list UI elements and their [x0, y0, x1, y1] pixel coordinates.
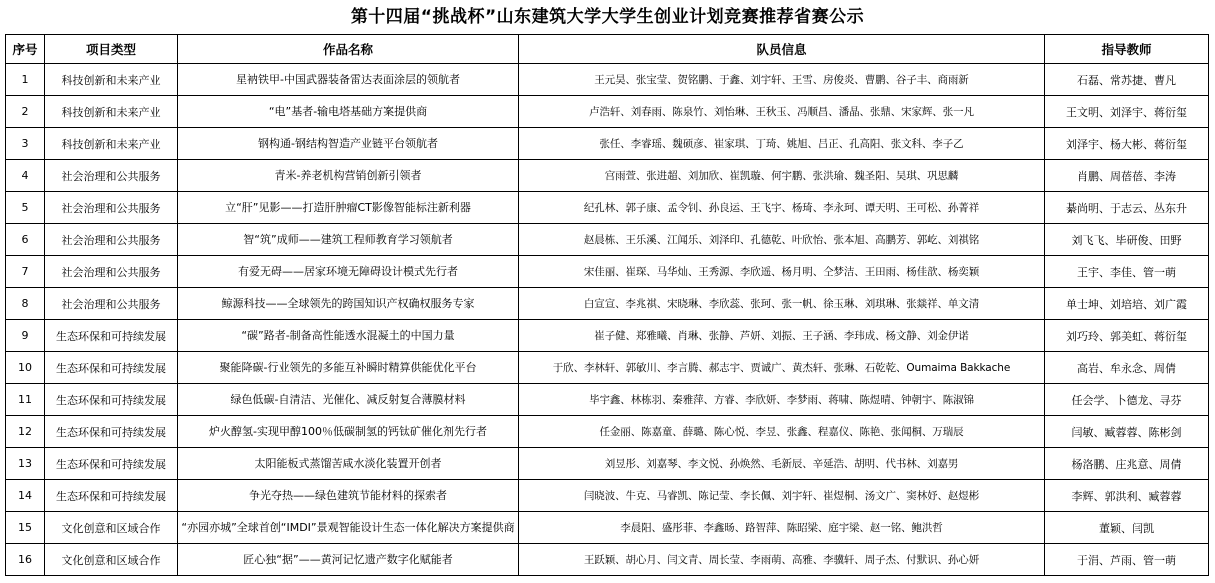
cell-project-name: “碳”路者-制备高性能透水混凝土的中国力量: [178, 320, 519, 352]
cell-no: 15: [6, 512, 45, 544]
cell-no: 7: [6, 256, 45, 288]
cell-members: 白宣宣、李兆祺、宋晓琳、李欣蕊、张珂、张一帆、徐玉琳、刘琪琳、张燚祥、单文清: [519, 288, 1045, 320]
table-row: [6, 384, 1209, 416]
cell-project-name: 智“筑”成师——建筑工程师教育学习领航者: [178, 224, 519, 256]
cell-type: 生态环保和可持续发展: [45, 352, 178, 384]
cell-no: 9: [6, 320, 45, 352]
cell-members: 张任、李睿瑶、魏硕彦、崔家琪、丁琦、姚旭、吕正、孔高阳、张文科、李子乙: [519, 128, 1045, 160]
cell-project-name: 绿色低碳-自清洁、光催化、减反射复合薄膜材料: [178, 384, 519, 416]
cell-members: 王跃颖、胡心月、闫文青、周长莹、李雨萌、高雅、李骥轩、周子杰、付默识、孙心妍: [519, 544, 1045, 576]
table-row: [6, 64, 1209, 96]
cell-type: 社会治理和公共服务: [45, 256, 178, 288]
cell-members: 闫晓波、牛克、马睿凯、陈记莹、李长佩、刘宇轩、崔煜桐、汤文广、窦林妤、赵煜彬: [519, 480, 1045, 512]
cell-type: 社会治理和公共服务: [45, 224, 178, 256]
table-row: [6, 96, 1209, 128]
cell-project-name: 鲸源科技——全球领先的跨国知识产权确权服务专家: [178, 288, 519, 320]
cell-type: 科技创新和未来产业: [45, 128, 178, 160]
cell-teachers: 于涓、芦雨、管一萌: [1045, 544, 1209, 576]
cell-members: 纪孔林、郭子康、孟令钊、孙良运、王飞宇、杨琦、李永珂、谭天明、王可松、孙菁祥: [519, 192, 1045, 224]
cell-members: 刘昱彤、刘嘉琴、李文悦、孙焕然、毛新辰、辛延浩、胡明、代书林、刘嘉男: [519, 448, 1045, 480]
cell-members: 毕宇鑫、林栋羽、秦雅萍、方睿、李欣妍、李梦雨、蒋啸、陈煜晴、钟朝宇、陈淑锦: [519, 384, 1045, 416]
cell-no: 3: [6, 128, 45, 160]
cell-project-name: 有爱无碍——居家环境无障碍设计模式先行者: [178, 256, 519, 288]
cell-project-name: 争光夺热——绿色建筑节能材料的探索者: [178, 480, 519, 512]
cell-type: 生态环保和可持续发展: [45, 448, 178, 480]
cell-members: 李晨阳、盛彤菲、李鑫旸、路智萍、陈昭梁、庭宇梁、赵一铭、鲍洪哲: [519, 512, 1045, 544]
cell-members: 宫雨萱、张进超、刘加欣、崔凯璇、何宇鹏、张洪瑜、魏圣阳、吴琪、巩思麟: [519, 160, 1045, 192]
cell-teachers: 刘飞飞、毕研俊、田野: [1045, 224, 1209, 256]
cell-teachers: 单士坤、刘培培、刘广霞: [1045, 288, 1209, 320]
cell-teachers: 王宇、李佳、管一萌: [1045, 256, 1209, 288]
cell-project-name: 太阳能板式蒸馏苦咸水淡化装置开创者: [178, 448, 519, 480]
cell-members: 赵晨栋、王乐溪、江闻乐、刘泽印、孔德乾、叶欣怡、张本旭、高鹏芳、郭屹、刘祺铭: [519, 224, 1045, 256]
cell-no: 14: [6, 480, 45, 512]
cell-project-name: 炉火醇氢-实现甲醇100％低碳制氢的钙钛矿催化剂先行者: [178, 416, 519, 448]
cell-teachers: 杨洛鹏、庄兆意、周倩: [1045, 448, 1209, 480]
page-title: 第十四届“挑战杯”山东建筑大学大学生创业计划竞赛推荐省赛公示: [350, 7, 865, 27]
cell-no: 11: [6, 384, 45, 416]
cell-no: 12: [6, 416, 45, 448]
table-row: [6, 288, 1209, 320]
table-row: [6, 416, 1209, 448]
cell-teachers: 刘巧玲、郭美虹、蒋衍玺: [1045, 320, 1209, 352]
table-header-row: [6, 35, 1209, 64]
cell-type: 科技创新和未来产业: [45, 96, 178, 128]
table-row: [6, 480, 1209, 512]
cell-teachers: 刘泽宇、杨大彬、蒋衍玺: [1045, 128, 1209, 160]
recommendation-table: [5, 34, 1209, 576]
cell-members: 王元昊、张宝莹、贺铭鹏、于鑫、刘宇轩、王雪、房俊炎、曹鹏、谷子丰、商雨新: [519, 64, 1045, 96]
cell-type: 文化创意和区域合作: [45, 512, 178, 544]
header-members: 队员信息: [519, 35, 1045, 64]
cell-no: 16: [6, 544, 45, 576]
cell-project-name: “电”基者-输电塔基础方案提供商: [178, 96, 519, 128]
header-name: 作品名称: [178, 35, 519, 64]
cell-project-name: 聚能降碳-行业领先的多能互补瞬时精算供能优化平台: [178, 352, 519, 384]
cell-no: 4: [6, 160, 45, 192]
cell-members: 任金丽、陈嘉童、薛璐、陈心悦、李昱、张鑫、程嘉仪、陈艳、张闻桐、万瑞辰: [519, 416, 1045, 448]
cell-teachers: 高岩、牟永念、周倩: [1045, 352, 1209, 384]
cell-no: 5: [6, 192, 45, 224]
cell-teachers: 石磊、常苏捷、曹凡: [1045, 64, 1209, 96]
cell-members: 崔子健、郑雅曦、肖琳、张静、芦妍、刘振、王子涵、李玮成、杨文静、刘金伊诺: [519, 320, 1045, 352]
cell-members: 卢浩轩、刘春雨、陈泉竹、刘怡琳、王秋玉、冯顺昌、潘晶、张鼎、宋家辉、张一凡: [519, 96, 1045, 128]
cell-teachers: 李辉、郭洪利、臧蓉蓉: [1045, 480, 1209, 512]
cell-project-name: 钢构通-钢结构智造产业链平台领航者: [178, 128, 519, 160]
cell-type: 生态环保和可持续发展: [45, 320, 178, 352]
cell-members: 于欣、李林轩、郭敏川、李言腾、郝志宇、贾诚广、黄杰轩、张琳、石乾乾、Oumaima Bakkache: [519, 352, 1045, 384]
cell-no: 10: [6, 352, 45, 384]
cell-project-name: “亦园亦城”全球首创“IMDI”景观智能设计生态一体化解决方案提供商: [178, 512, 519, 544]
cell-type: 生态环保和可持续发展: [45, 416, 178, 448]
cell-teachers: 肖鹏、周蓓蓓、李涛: [1045, 160, 1209, 192]
header-teachers: 指导教师: [1045, 35, 1209, 64]
cell-project-name: 星衲铁甲-中国武器装备雷达表面涂层的领航者: [178, 64, 519, 96]
cell-teachers: 闫敏、臧蓉蓉、陈彬剑: [1045, 416, 1209, 448]
cell-type: 社会治理和公共服务: [45, 192, 178, 224]
cell-type: 社会治理和公共服务: [45, 288, 178, 320]
table-row: [6, 192, 1209, 224]
cell-no: 6: [6, 224, 45, 256]
cell-type: 社会治理和公共服务: [45, 160, 178, 192]
table-row: [6, 128, 1209, 160]
cell-no: 2: [6, 96, 45, 128]
cell-teachers: 王文明、刘泽宇、蒋衍玺: [1045, 96, 1209, 128]
table-row: [6, 320, 1209, 352]
cell-no: 8: [6, 288, 45, 320]
table-row: [6, 352, 1209, 384]
cell-teachers: 綦尚明、于志云、丛东升: [1045, 192, 1209, 224]
table-row: [6, 224, 1209, 256]
cell-project-name: 立“肝”见影——打造肝肿瘤CT影像智能标注新利器: [178, 192, 519, 224]
table-row: [6, 160, 1209, 192]
cell-project-name: 匠心独“据”——黄河记忆遗产数字化赋能者: [178, 544, 519, 576]
cell-no: 13: [6, 448, 45, 480]
cell-no: 1: [6, 64, 45, 96]
cell-teachers: 董颖、闫凯: [1045, 512, 1209, 544]
cell-type: 科技创新和未来产业: [45, 64, 178, 96]
header-no: 序号: [6, 35, 45, 64]
cell-project-name: 青米-养老机构营销创新引领者: [178, 160, 519, 192]
table-body: [6, 64, 1209, 576]
table-row: [6, 448, 1209, 480]
cell-type: 文化创意和区域合作: [45, 544, 178, 576]
cell-type: 生态环保和可持续发展: [45, 384, 178, 416]
cell-members: 宋佳丽、崔琛、马华灿、王秀源、李欣遥、杨月明、仝梦洁、王田雨、杨佳歆、杨奕颖: [519, 256, 1045, 288]
table-row: [6, 256, 1209, 288]
table-row: [6, 544, 1209, 576]
header-type: 项目类型: [45, 35, 178, 64]
cell-type: 生态环保和可持续发展: [45, 480, 178, 512]
cell-teachers: 任会学、卜德龙、寻芬: [1045, 384, 1209, 416]
table-row: [6, 512, 1209, 544]
